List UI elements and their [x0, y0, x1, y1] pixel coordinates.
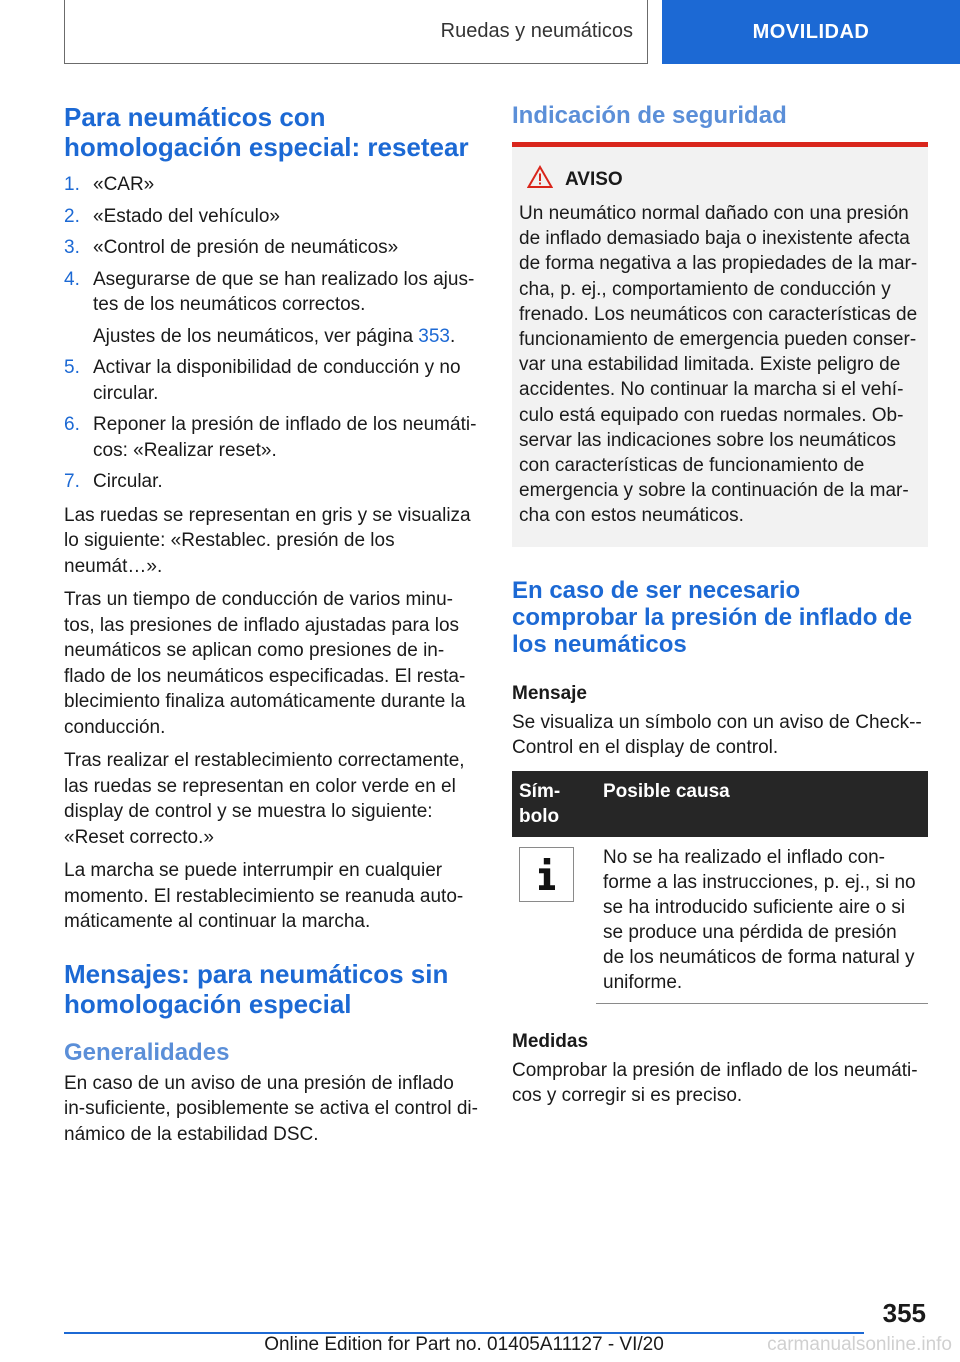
- warning-box: [512, 142, 928, 547]
- header-section-box: [64, 0, 648, 64]
- step-number: 3.: [64, 237, 80, 258]
- list-item: [64, 267, 478, 350]
- list-item: [64, 355, 478, 406]
- step-number: 5.: [64, 357, 80, 378]
- paragraph-dsc: En caso de un aviso de una presión de inflado in-suficiente, posiblemente se activa el control di-námico de la estabilidad DSC.: [64, 1072, 478, 1145]
- paragraph-driving-time: Tras un tiempo de conducción de varios minu-tos, las presiones de inflado ajustadas para los neumáticos se aplican como presiones de in-flado de los neumáticos especificadas. El resta-blecimiento finaliza automáticamente durante la conducción.: [64, 589, 466, 738]
- footer-edition: Online Edition for Part no. 01405A11127 - VI/20: [264, 1334, 664, 1355]
- heading-reset: Para neumáticos con homologación especial: resetear: [64, 102, 469, 162]
- table-header-cause: Posible causa: [596, 771, 928, 837]
- step-text: Activar la disponibilidad de conducción y no circular.: [93, 357, 461, 404]
- subnote-end: .: [450, 325, 456, 347]
- info-icon: [519, 847, 574, 902]
- header-chapter-label: MOVILIDAD: [752, 20, 870, 43]
- page-number: 355: [882, 1298, 926, 1328]
- header-chapter-tab[interactable]: [662, 0, 960, 64]
- warning-title: AVISO: [565, 169, 623, 190]
- table-header-symbol: Sím-bolo: [512, 771, 596, 837]
- heading-general: Generalidades: [64, 1038, 230, 1066]
- left-column: [64, 102, 478, 1155]
- heading-check-pressure: En caso de ser necesario comprobar la presión de inflado de los neumáticos: [512, 576, 913, 658]
- step-number: 6.: [64, 414, 80, 435]
- step-number: 2.: [64, 205, 80, 227]
- heading-messages: Mensajes: para neumáticos sin homologación especial: [64, 958, 449, 1019]
- table-cell-symbol: [512, 837, 596, 1004]
- step-text: «Estado del vehículo»: [93, 205, 280, 227]
- list-item: [64, 172, 478, 198]
- paragraph-grey-wheels: Las ruedas se representan en gris y se visualiza lo siguiente: «Restablec. presión de los neumát…».: [64, 504, 471, 577]
- list-item: [64, 469, 478, 495]
- step-number: 4.: [64, 268, 80, 290]
- warning-text: Un neumático normal dañado con una presión de inflado demasiado baja o inexistente afecta de forma negativa a las propiedades de la mar-cha, p. ej., comportamiento de conducción y frenado. Los neumáticos con características de funcionamiento de emergencia pueden conser-var una estabilidad limitada. Existe peligro de accidentes. No continuar la marcha si el vehí-culo está equipado con ruedas normales. Ob-servar las indicaciones sobre los neumáticos con características de funcionamiento de emergencia y sobre la continuación de la mar-cha con estos neumáticos.: [519, 203, 918, 527]
- step-number: 7.: [64, 471, 80, 492]
- warning-header: [519, 165, 920, 195]
- paragraph-measures: Comprobar la presión de inflado de los neumáti-cos y corregir si es preciso.: [512, 1059, 918, 1107]
- heading-measures: Medidas: [512, 1030, 589, 1052]
- heading-message: Mensaje: [512, 682, 587, 704]
- step-subnote: [93, 324, 478, 350]
- step-text: Reponer la presión de inflado de los neumáti-cos: «Realizar reset».: [93, 414, 477, 461]
- list-item: [64, 204, 478, 230]
- subnote-text: Ajustes de los neumáticos, ver página: [93, 325, 419, 347]
- step-text: «CAR»: [93, 174, 155, 195]
- step-text: Circular.: [93, 471, 163, 492]
- paragraph-reset-success: Tras realizar el restablecimiento correctamente, las ruedas se representan en color verde en el display de control y se muestra lo siguiente: «Reset correcto.»: [64, 750, 465, 848]
- paragraph-message: Se visualiza un símbolo con un aviso de Check--Control en el display de control.: [512, 711, 922, 759]
- step-text: Asegurarse de que se han realizado los ajus-tes de los neumáticos correctos.: [93, 268, 475, 315]
- table-row: [512, 837, 928, 1004]
- list-item: [64, 412, 478, 463]
- reset-steps-list: [64, 172, 478, 495]
- right-column: [512, 102, 928, 1117]
- page-link-353[interactable]: 353: [418, 325, 450, 347]
- paragraph-interrupt: La marcha se puede interrumpir en cualquier momento. El restablecimiento se reanuda auto-máticamente al continuar la marcha.: [64, 860, 464, 932]
- table-cell-cause: No se ha realizado el inflado con-forme a las instrucciones, p. ej., si no se ha introducido suficiente aire o si se produce una pérdida de presión de los neumáticos de forma natural y uniforme.: [596, 837, 928, 1004]
- step-number: 1.: [64, 174, 80, 195]
- list-item: [64, 235, 478, 261]
- watermark-text: carmanualsonline.info: [767, 1334, 952, 1355]
- step-text: «Control de presión de neumáticos»: [93, 237, 399, 258]
- heading-safety: Indicación de seguridad: [512, 102, 787, 129]
- symbol-table: [512, 771, 928, 1004]
- header-section-title: Ruedas y neumáticos: [440, 20, 633, 42]
- warning-triangle-icon: [527, 165, 553, 195]
